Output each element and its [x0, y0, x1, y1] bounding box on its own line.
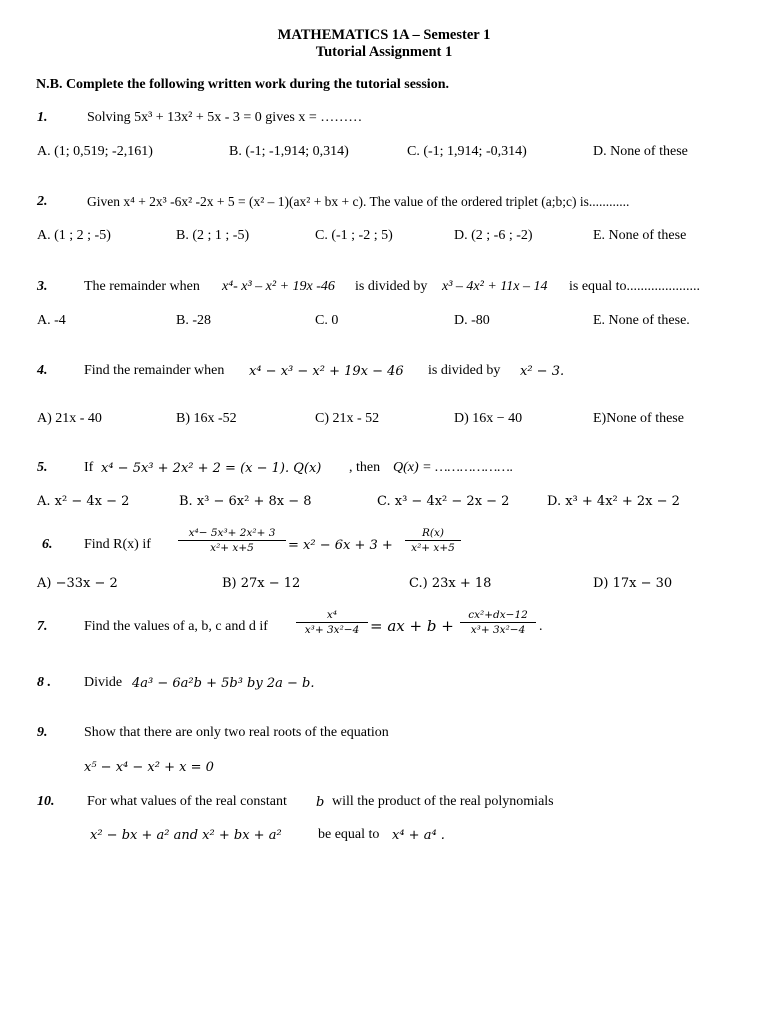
question-10-constant: b — [316, 795, 325, 810]
question-10-text-b: will the product of the real polynomials — [332, 794, 554, 809]
question-7-fraction-right — [460, 609, 536, 636]
question-2-option-c: C. (-1 ; -2 ; 5) — [315, 228, 393, 243]
page-subtitle: Tutorial Assignment 1 — [315, 44, 453, 60]
question-5-identity: x⁴ − 5x³ + 2x² + 2 = (x − 1). Q(x) — [101, 461, 322, 476]
fraction-bar — [405, 540, 461, 541]
question-6-fraction-right-numerator: R(x) — [421, 527, 445, 539]
question-9-number: 9. — [37, 725, 48, 740]
question-7-fraction-left-denominator: x³+ 3x²−4 — [304, 624, 360, 636]
question-5-option-d: D. x³ + 4x² + 2x − 2 — [547, 494, 680, 509]
question-3-option-c: C. 0 — [315, 313, 339, 328]
question-5-text-b: , then — [349, 460, 381, 475]
question-3-option-d: D. -80 — [454, 313, 490, 328]
question-4-divisor: x² − 3. — [520, 364, 565, 379]
question-7-middle: = ax + b + — [370, 617, 454, 635]
question-7-number: 7. — [37, 619, 48, 634]
question-4-option-b: B) 16x -52 — [176, 411, 237, 426]
question-3-text-b: is divided by — [355, 279, 428, 294]
question-4-option-d: D) 16x − 40 — [454, 411, 523, 426]
question-3-text-a: The remainder when — [84, 279, 200, 294]
question-7-fraction-right-numerator: cx²+dx−12 — [468, 609, 528, 621]
question-10-text-c: be equal to — [318, 827, 380, 842]
question-1-option-a: A. (1; 0,519; -2,161) — [37, 144, 153, 159]
question-10-text-a: For what values of the real constant — [87, 794, 287, 809]
question-6-option-c: C.) 23x + 18 — [409, 576, 492, 591]
fraction-bar — [178, 540, 286, 541]
question-3-divisor: x³ – 4x² + 11x – 14 — [442, 279, 548, 294]
question-6-option-d: D) 17x − 30 — [593, 576, 673, 591]
question-6-middle: = x² − 6x + 3 + — [288, 538, 393, 553]
question-6-fraction-right-denominator: x²+ x+5 — [411, 542, 455, 554]
question-8-text-a: Divide — [84, 675, 123, 690]
question-7-text-a: Find the values of a, b, c and d if — [84, 619, 268, 634]
question-3-option-a: A. -4 — [37, 313, 66, 328]
question-1-number: 1. — [37, 110, 48, 125]
fraction-bar — [296, 622, 368, 623]
question-3-option-e: E. None of these. — [593, 313, 690, 328]
question-2-option-d: D. (2 ; -6 ; -2) — [454, 228, 533, 243]
question-6-fraction-left-numerator: x⁴− 5x³+ 2x²+ 3 — [188, 527, 276, 539]
page-title: MATHEMATICS 1A – Semester 1 — [277, 27, 491, 43]
question-6-option-a: A) −33x − 2 — [37, 576, 118, 591]
question-9-text: Show that there are only two real roots of the equation — [84, 725, 389, 740]
question-6-option-b: B) 27x − 12 — [222, 576, 301, 591]
question-8-number: 8 . — [37, 675, 51, 690]
question-2-option-b: B. (2 ; 1 ; -5) — [176, 228, 250, 243]
question-2-number: 2. — [37, 194, 48, 209]
question-7-fraction-left — [296, 609, 368, 636]
question-6-number: 6. — [42, 537, 53, 552]
question-3-dividend: x⁴- x³ – x² + 19x -46 — [222, 279, 335, 294]
question-4-number: 4. — [37, 363, 48, 378]
question-10-target: x⁴ + a⁴ . — [392, 828, 445, 843]
question-10-number: 10. — [37, 794, 55, 809]
instruction-note: N.B. Complete the following written work during the tutorial session. — [36, 77, 449, 92]
question-1-option-d: D. None of these — [593, 144, 688, 159]
question-2-text: Given x⁴ + 2x³ -6x² -2x + 5 = (x² – 1)(ax² + bx + c). The value of the ordered triplet (a;b;c) is............ — [87, 194, 630, 209]
question-5-text-c: Q(x) = ………………. — [393, 460, 514, 475]
question-7-fraction-right-denominator: x³+ 3x²−4 — [470, 624, 526, 636]
question-10-polynomials: x² − bx + a² and x² + bx + a² — [90, 828, 282, 843]
question-4-dividend: x⁴ − x³ − x² + 19x − 46 — [249, 364, 404, 379]
question-5-option-c: C. x³ − 4x² − 2x − 2 — [377, 494, 510, 509]
question-3-option-b: B. -28 — [176, 313, 211, 328]
question-5-option-a: A. x² − 4x − 2 — [37, 494, 130, 509]
question-1-text: Solving 5x³ + 13x² + 5x - 3 = 0 gives x = ……… — [87, 110, 363, 125]
question-2-option-e: E. None of these — [593, 228, 687, 243]
question-4-option-c: C) 21x - 52 — [315, 411, 380, 426]
question-4-option-e: E)None of these — [593, 411, 684, 426]
question-6-fraction-left-denominator: x²+ x+5 — [210, 542, 254, 554]
question-5-option-b: B. x³ − 6x² + 8x − 8 — [179, 494, 312, 509]
question-3-number: 3. — [37, 279, 48, 294]
question-9-equation: x⁵ − x⁴ − x² + x = 0 — [84, 760, 214, 775]
question-5-number: 5. — [37, 460, 48, 475]
question-4-option-a: A) 21x - 40 — [37, 411, 102, 426]
question-6-fraction-left — [178, 527, 286, 554]
question-2-option-a: A. (1 ; 2 ; -5) — [37, 228, 111, 243]
question-1-option-b: B. (-1; -1,914; 0,314) — [229, 144, 349, 159]
question-8-expression: 4a³ − 6a²b + 5b³ by 2a − b. — [132, 676, 315, 691]
question-7-end: . — [539, 619, 543, 634]
question-6-text-a: Find R(x) if — [84, 537, 151, 552]
fraction-bar — [460, 622, 536, 623]
question-4-text-b: is divided by — [428, 363, 501, 378]
question-4-text-a: Find the remainder when — [84, 363, 225, 378]
question-3-text-c: is equal to..................... — [569, 279, 701, 294]
question-7-fraction-left-numerator: x⁴ — [326, 609, 338, 621]
question-5-text-a: If — [84, 460, 94, 475]
question-1-option-c: C. (-1; 1,914; -0,314) — [407, 144, 527, 159]
question-6-fraction-right — [405, 527, 461, 554]
